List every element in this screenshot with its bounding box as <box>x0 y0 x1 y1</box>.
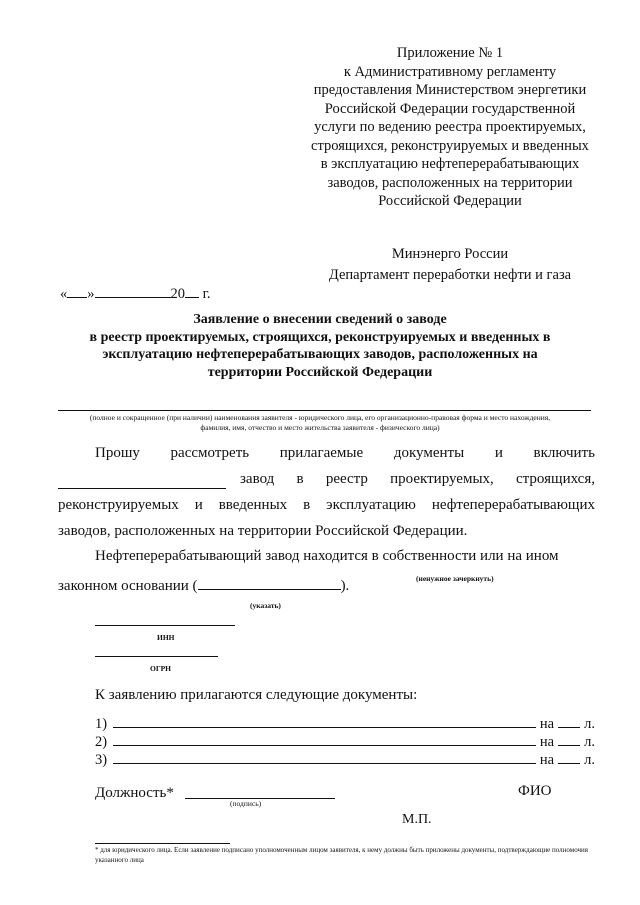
word: и <box>194 497 203 513</box>
appendix-header <box>300 44 600 211</box>
inn-field[interactable] <box>95 625 235 626</box>
document-pages-field[interactable] <box>558 715 580 728</box>
document-row <box>95 731 595 751</box>
request-line-1 <box>95 445 595 462</box>
appendix-line: Российской Федерации государственной <box>324 100 576 117</box>
document-pages-field[interactable] <box>558 751 580 764</box>
word: завод <box>240 471 275 487</box>
document-pages-label: л. <box>584 716 595 732</box>
ownership-prefix: законном основании ( <box>58 578 198 594</box>
documents-heading: К заявлению прилагаются следующие документы: <box>95 687 418 703</box>
request-line-3 <box>58 497 595 514</box>
date-day-field[interactable] <box>67 285 87 298</box>
word: и <box>494 445 503 461</box>
word: строящихся, <box>516 471 595 487</box>
ownership-line-2 <box>58 575 349 595</box>
word: в <box>303 497 311 513</box>
inn-label: ИНН <box>157 633 175 642</box>
word: включить <box>533 445 595 461</box>
date-year-prefix: 20 <box>170 286 185 302</box>
appendix-line: Российской Федерации <box>378 193 522 209</box>
word: реестр <box>325 471 368 487</box>
word: введенных <box>218 497 288 513</box>
word: проектируемых, <box>390 471 494 487</box>
plant-name-field[interactable] <box>58 488 226 489</box>
word: эксплуатацию <box>326 497 416 513</box>
document-na: на <box>539 734 555 750</box>
title-line: в реестр проектируемых, строящихся, реконструируемых и введенных в <box>89 329 551 345</box>
document-number: 2) <box>95 734 108 750</box>
document-name-field[interactable] <box>113 749 536 764</box>
strike-note: (ненужное зачеркнуть) <box>416 574 494 583</box>
fio-label: ФИО <box>518 783 552 799</box>
word: реконструируемых <box>58 497 179 513</box>
legal-basis-field[interactable] <box>198 575 341 590</box>
applicant-caption-line1: (полное и сокращенное (при наличии) наименования заявителя - юридического лица, его организационно-правовая форма и место нахождения, <box>89 413 551 422</box>
date-year-suffix: г. <box>202 286 211 302</box>
footnote: * для юридического лица. Если заявление подписано уполномоченным лицом заявителя, к нему должны быть приложены документы, подтверждающие полномочия указанного лица <box>95 846 589 864</box>
signature-note: (подпись) <box>230 799 262 808</box>
document-row <box>95 713 595 733</box>
date-month-field[interactable] <box>95 285 171 298</box>
word: нефтеперерабатывающих <box>431 497 595 513</box>
word: в <box>296 471 304 487</box>
appendix-line: к Административному регламенту <box>343 63 557 80</box>
date-close-quote: » <box>87 286 95 302</box>
document-pages-label: л. <box>584 752 595 768</box>
applicant-caption <box>36 413 604 433</box>
title-line: Заявление о внесении сведений о заводе <box>193 312 447 327</box>
appendix-line: строящихся, реконструируемых и введенных <box>311 137 589 154</box>
document-name-field[interactable] <box>113 713 536 728</box>
stamp-label: М.П. <box>402 812 432 827</box>
document-number: 3) <box>95 752 108 768</box>
document-row <box>95 749 595 769</box>
appendix-line: Приложение № 1 <box>396 45 504 61</box>
appendix-line: предоставления Министерством энергетики <box>313 82 587 98</box>
date-line <box>60 285 211 303</box>
ownership-suffix: ). <box>340 578 350 594</box>
ministry-name: Минэнерго России <box>391 246 509 262</box>
word: рассмотреть <box>170 445 250 461</box>
document-na: на <box>539 752 555 768</box>
title-line: территории Российской Федерации <box>207 364 433 380</box>
word: прилагаемые <box>279 445 364 461</box>
appendix-line: в эксплуатацию нефтеперерабатывающих <box>320 156 580 172</box>
department-name: Департамент переработки нефти и газа <box>328 267 572 283</box>
applicant-caption-line2: фамилия, имя, отчество и место жительства заявителя - физического лица) <box>200 423 440 432</box>
date-year-field[interactable] <box>185 285 199 298</box>
request-line-2 <box>240 471 595 488</box>
document-name-field[interactable] <box>113 731 536 746</box>
document-pages-label: л. <box>584 734 595 750</box>
addressee-block <box>300 244 600 286</box>
ogrn-field[interactable] <box>95 656 218 657</box>
word: Прошу <box>95 445 140 461</box>
title-line: эксплуатацию нефтеперерабатывающих заводов, расположенных на <box>102 347 538 362</box>
document-na: на <box>539 716 555 732</box>
application-title <box>40 311 600 381</box>
footnote-separator <box>95 843 230 844</box>
applicant-name-field[interactable] <box>58 410 591 411</box>
word: документы <box>393 445 465 461</box>
ogrn-label: ОГРН <box>150 664 172 673</box>
appendix-line: услуги по ведению реестра проектируемых, <box>314 119 586 135</box>
specify-note: (указать) <box>250 601 281 610</box>
position-label: Должность* <box>95 785 174 801</box>
request-line-4: заводов, расположенных на территории Российской Федерации. <box>58 523 468 539</box>
ownership-line-1: Нефтеперерабатывающий завод находится в собственности или на ином <box>95 548 559 564</box>
date-open-quote: « <box>60 286 68 302</box>
appendix-line: заводов, расположенных на территории <box>327 174 573 191</box>
document-number: 1) <box>95 716 108 732</box>
document-pages-field[interactable] <box>558 733 580 746</box>
